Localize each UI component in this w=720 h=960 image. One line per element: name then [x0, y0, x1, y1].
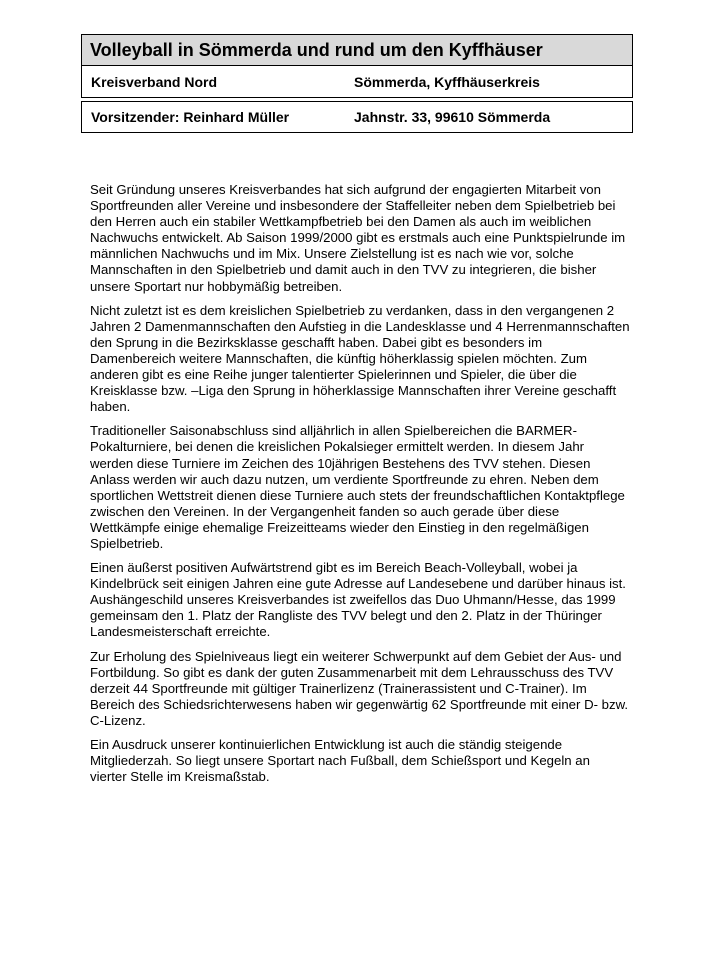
header-box: [81, 34, 633, 133]
association-row: [81, 66, 633, 98]
paragraph: Seit Gründung unseres Kreisverbandes hat sich aufgrund der engagierten Mitarbeit von Sportfreunden aller Vereine und insbesondere der Staffelleiter neben dem Spielbetrieb bei den Herren auch ein stabiler Wettkampfbetrieb bei den Damen als auch im weiblichen Nachwuchs entwickelt. Ab Saison 1999/2000 gibt es erstmals auch eine Punktspielrunde im männlichen Nachwuchs und im Mix. Unsere Zielstellung ist es nach wie vor, solche Mannschaften in den Spielbetrieb und damit auch in den TVV zu integrieren, die bisher unsere Sportart nur hobbymäßig betreiben.: [90, 182, 626, 294]
body-text: [90, 182, 630, 793]
paragraph: Einen äußerst positiven Aufwärtstrend gibt es im Bereich Beach-Volleyball, wobei ja Kindelbrück seit einigen Jahren eine gute Adresse auf Landesebene und darüber hinaus ist. Aushängeschild unseres Kreisverbandes ist zweifellos das Duo Uhmann/Hesse, das 1999 gemeinsam den 1. Platz der Rangliste des TVV belegt und den 2. Platz in der Thüringer Landesmeisterschaft erreichte.: [90, 560, 626, 640]
document-title: Volleyball in Sömmerda und rund um den Kyffhäuser: [90, 39, 543, 60]
association-name: Kreisverband Nord: [91, 73, 218, 90]
paragraph: Ein Ausdruck unserer kontinuierlichen Entwicklung ist auch die ständig steigende Mitgliederzah. So liegt unsere Sportart nach Fußball, dem Schießsport und Kegeln an vierter Stelle im Kreismaßstab.: [90, 737, 590, 785]
document-title-row: [81, 34, 633, 66]
association-region: Sömmerda, Kyffhäuserkreis: [354, 73, 540, 90]
chairman-row: [81, 101, 633, 133]
chairman-address: Jahnstr. 33, 99610 Sömmerda: [354, 109, 551, 125]
chairman-name: Vorsitzender: Reinhard Müller: [91, 109, 290, 125]
paragraph: Traditioneller Saisonabschluss sind alljährlich in allen Spielbereichen die BARMER-Pokalturniere, bei denen die kreislichen Pokalsieger ermittelt werden. In diesem Jahr werden diese Turniere im Zeichen des 10jährigen Bestehens des TVV stehen. Diesen Anlass werden wir auch dazu nutzen, um verdiente Sportfreunde zu ehren. Neben dem sportlichen Wettstreit dienen diese Turniere auch stets der freundschaftlichen Kontaktpflege zwischen den Vereinen. In der Vergangenheit fanden so auch gerade über diese Wettkämpfe einige ehemalige Freizeitteams wieder den Einstieg in den regelmäßigen Spielbetrieb.: [90, 423, 625, 551]
paragraph: Zur Erholung des Spielniveaus liegt ein weiterer Schwerpunkt auf dem Gebiet der Aus- und Fortbildung. So gibt es dank der guten Zusammenarbeit mit dem Lehrausschuss des TVV derzeit 44 Sportfreunde mit gültiger Trainerlizenz (Trainerassistent und C-Trainer). Im Bereich des Schiedsrichterwesens haben wir gegenwärtig 62 Sportfreunde mit einer D- bzw. C-Lizenz.: [90, 648, 629, 728]
paragraph: Nicht zuletzt ist es dem kreislichen Spielbetrieb zu verdanken, dass in den vergangenen 2 Jahren 2 Damenmannschaften den Aufstieg in die Landesklasse und 4 Herrenmannschaften den Sprung in die Bezirksklasse geschafft haben. Dabei gibt es besonders im Damenbereich weitere Mannschaften, die künftig höherklassig spielen möchten. Zum anderen gibt es eine Reihe junger talentierter Spielerinnen und Spieler, die über die Kreisklasse bzw. –Liga den Sprung in höherklassige Mannschaften ihrer Vereine geschafft haben.: [90, 302, 630, 415]
